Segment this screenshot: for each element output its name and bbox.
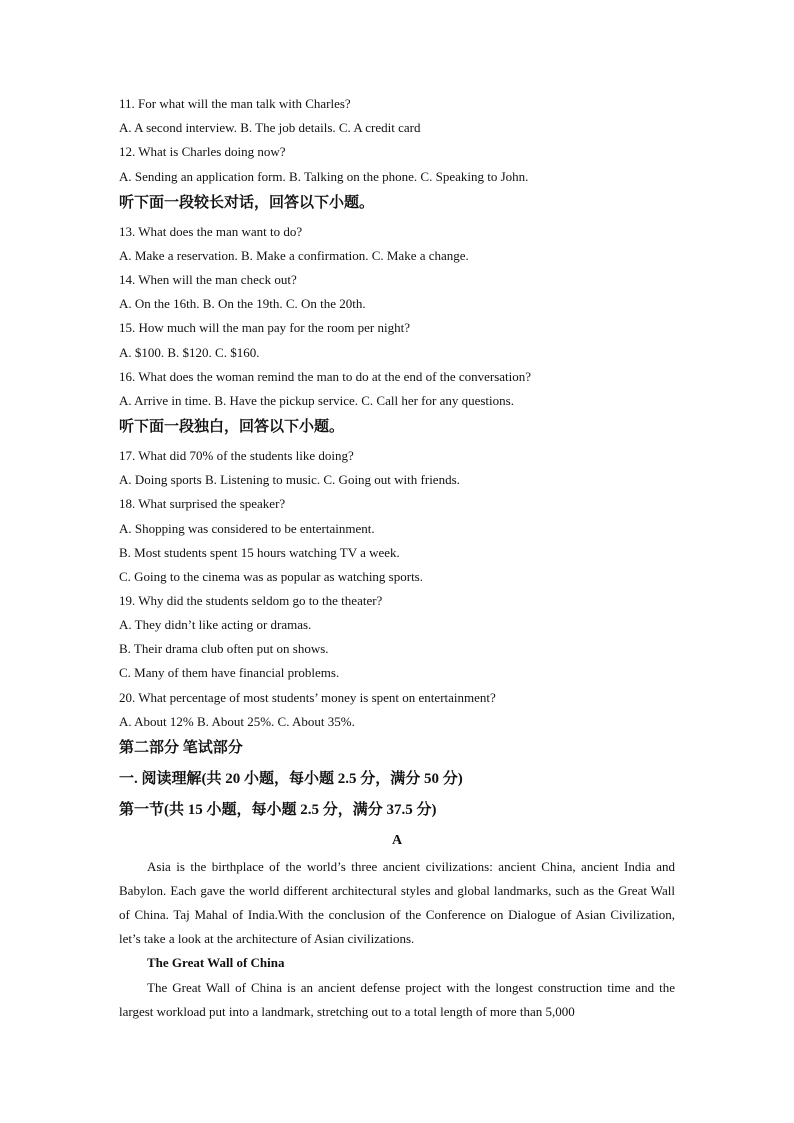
- section-heading-long-dialogue: 听下面一段较长对话，回答以下小题。: [119, 195, 375, 211]
- question-14: 14. When will the man check out?: [119, 272, 297, 287]
- question-13-options: A. Make a reservation. B. Make a confirmation. C. Make a change.: [119, 248, 469, 263]
- question-11-options: A. A second interview. B. The job details. C. A credit card: [119, 120, 421, 135]
- question-20-options: A. About 12% B. About 25%. C. About 35%.: [119, 714, 355, 729]
- question-16-options: A. Arrive in time. B. Have the pickup service. C. Call her for any questions.: [119, 393, 514, 408]
- question-16: 16. What does the woman remind the man to do at the end of the conversation?: [119, 369, 532, 384]
- passage-label: A: [391, 833, 403, 848]
- question-15: 15. How much will the man pay for the room per night?: [119, 320, 410, 335]
- question-18-option-a: A. Shopping was considered to be entertainment.: [119, 521, 375, 536]
- reading-section-title: 一. 阅读理解(共 20 小题，每小题 2.5 分，满分 50 分): [119, 771, 463, 787]
- passage-paragraph-2: The Great Wall of China is an ancient defense project with the longest construction time and the largest workload put into a landmark, stretching out to a total length of more than 5,000: [119, 980, 675, 1019]
- question-19: 19. Why did the students seldom go to the theater?: [119, 593, 383, 608]
- question-20: 20. What percentage of most students’ money is spent on entertainment?: [119, 690, 496, 705]
- question-18: 18. What surprised the speaker?: [119, 496, 286, 511]
- question-11: 11. For what will the man talk with Charles?: [119, 96, 351, 111]
- question-17-options: A. Doing sports B. Listening to music. C. Going out with friends.: [119, 472, 460, 487]
- question-14-options: A. On the 16th. B. On the 19th. C. On the 20th.: [119, 296, 366, 311]
- section-heading-monologue: 听下面一段独白，回答以下小题。: [119, 419, 345, 435]
- question-17: 17. What did 70% of the students like doing?: [119, 448, 354, 463]
- passage-paragraph-1: Asia is the birthplace of the world’s three ancient civilizations: ancient China, ancient India and Babylon. Each gave the world different architectural styles and global landmarks, such as the Great Wall of China. Taj Mahal of India.With the conclusion of the Conference on Dialogue of Asian Civilization, let’s take a look at the architecture of Asian civilizations.: [119, 859, 675, 946]
- section-one-title: 第一节(共 15 小题，每小题 2.5 分，满分 37.5 分): [119, 802, 437, 818]
- passage-subheading: The Great Wall of China: [147, 955, 285, 970]
- question-18-option-b: B. Most students spent 15 hours watching TV a week.: [119, 545, 400, 560]
- question-19-option-c: C. Many of them have financial problems.: [119, 665, 340, 680]
- question-12-options: A. Sending an application form. B. Talking on the phone. C. Speaking to John.: [119, 169, 529, 184]
- question-12: 12. What is Charles doing now?: [119, 144, 286, 159]
- part-two-title: 第二部分 笔试部分: [119, 740, 243, 756]
- question-15-options: A. $100. B. $120. C. $160.: [119, 345, 260, 360]
- question-13: 13. What does the man want to do?: [119, 224, 303, 239]
- question-18-option-c: C. Going to the cinema was as popular as watching sports.: [119, 569, 423, 584]
- question-19-option-a: A. They didn’t like acting or dramas.: [119, 617, 312, 632]
- question-19-option-b: B. Their drama club often put on shows.: [119, 641, 329, 656]
